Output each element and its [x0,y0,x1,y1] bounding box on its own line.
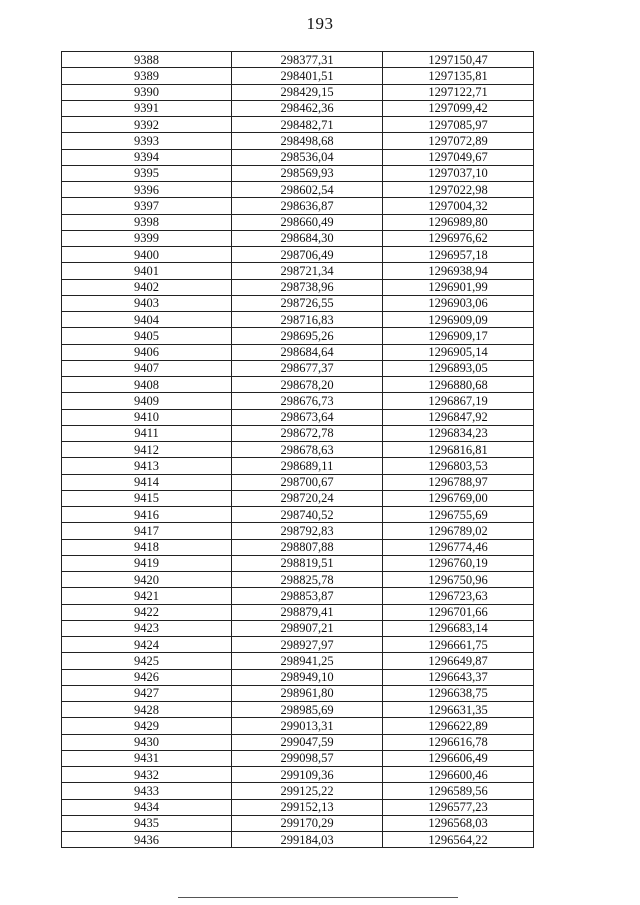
table-row [62,653,534,669]
x-coordinate-cell: 298807,88 [232,539,383,555]
x-coordinate-cell: 298569,93 [232,165,383,181]
point-number-cell: 9394 [62,149,232,165]
x-coordinate-cell: 299184,03 [232,832,383,848]
table-row [62,539,534,555]
point-number-cell: 9400 [62,247,232,263]
table-row [62,263,534,279]
y-coordinate-cell: 1296938,94 [383,263,534,279]
point-number-cell: 9420 [62,572,232,588]
x-coordinate-cell: 298536,04 [232,149,383,165]
point-number-cell: 9413 [62,458,232,474]
point-number-cell: 9405 [62,328,232,344]
point-number-cell: 9392 [62,117,232,133]
x-coordinate-cell: 298401,51 [232,68,383,84]
point-number-cell: 9401 [62,263,232,279]
table-row [62,458,534,474]
x-coordinate-cell: 299013,31 [232,718,383,734]
point-number-cell: 9415 [62,490,232,506]
table-row [62,734,534,750]
point-number-cell: 9408 [62,377,232,393]
point-number-cell: 9391 [62,100,232,116]
point-number-cell: 9410 [62,409,232,425]
x-coordinate-cell: 298706,49 [232,247,383,263]
y-coordinate-cell: 1296622,89 [383,718,534,734]
table-row [62,165,534,181]
table-row [62,702,534,718]
table-row [62,182,534,198]
point-number-cell: 9432 [62,767,232,783]
point-number-cell: 9416 [62,507,232,523]
point-number-cell: 9417 [62,523,232,539]
table-row [62,344,534,360]
x-coordinate-cell: 299098,57 [232,750,383,766]
x-coordinate-cell: 299125,22 [232,783,383,799]
y-coordinate-cell: 1296847,92 [383,409,534,425]
y-coordinate-cell: 1297122,71 [383,84,534,100]
y-coordinate-cell: 1296976,62 [383,230,534,246]
point-number-cell: 9409 [62,393,232,409]
point-number-cell: 9402 [62,279,232,295]
y-coordinate-cell: 1296901,99 [383,279,534,295]
point-number-cell: 9431 [62,750,232,766]
point-number-cell: 9421 [62,588,232,604]
x-coordinate-cell: 298676,73 [232,393,383,409]
y-coordinate-cell: 1297085,97 [383,117,534,133]
point-number-cell: 9424 [62,637,232,653]
y-coordinate-cell: 1296803,53 [383,458,534,474]
y-coordinate-cell: 1296564,22 [383,832,534,848]
x-coordinate-cell: 298672,78 [232,425,383,441]
point-number-cell: 9389 [62,68,232,84]
table-row [62,133,534,149]
y-coordinate-cell: 1296816,81 [383,442,534,458]
table-row [62,149,534,165]
y-coordinate-cell: 1296905,14 [383,344,534,360]
point-number-cell: 9398 [62,214,232,230]
y-coordinate-cell: 1296661,75 [383,637,534,653]
table-row [62,360,534,376]
y-coordinate-cell: 1296760,19 [383,555,534,571]
point-number-cell: 9426 [62,669,232,685]
x-coordinate-cell: 298720,24 [232,490,383,506]
point-number-cell: 9388 [62,52,232,68]
y-coordinate-cell: 1296616,78 [383,734,534,750]
x-coordinate-cell: 298660,49 [232,214,383,230]
point-number-cell: 9399 [62,230,232,246]
table-row [62,799,534,815]
y-coordinate-cell: 1296577,23 [383,799,534,815]
table-row [62,230,534,246]
x-coordinate-cell: 298792,83 [232,523,383,539]
x-coordinate-cell: 298819,51 [232,555,383,571]
x-coordinate-cell: 298853,87 [232,588,383,604]
table-row [62,474,534,490]
page-number: 193 [306,14,334,33]
point-number-cell: 9403 [62,295,232,311]
x-coordinate-cell: 298941,25 [232,653,383,669]
x-coordinate-cell: 298825,78 [232,572,383,588]
point-number-cell: 9390 [62,84,232,100]
y-coordinate-cell: 1296867,19 [383,393,534,409]
table-row [62,393,534,409]
x-coordinate-cell: 298684,64 [232,344,383,360]
point-number-cell: 9411 [62,425,232,441]
x-coordinate-cell: 298740,52 [232,507,383,523]
y-coordinate-cell: 1296723,63 [383,588,534,604]
x-coordinate-cell: 298961,80 [232,685,383,701]
y-coordinate-cell: 1296880,68 [383,377,534,393]
x-coordinate-cell: 298721,34 [232,263,383,279]
x-coordinate-cell: 298684,30 [232,230,383,246]
point-number-cell: 9429 [62,718,232,734]
table-row [62,637,534,653]
y-coordinate-cell: 1297150,47 [383,52,534,68]
point-number-cell: 9434 [62,799,232,815]
x-coordinate-cell: 298726,55 [232,295,383,311]
table-row [62,328,534,344]
point-number-cell: 9419 [62,555,232,571]
y-coordinate-cell: 1297099,42 [383,100,534,116]
y-coordinate-cell: 1296788,97 [383,474,534,490]
x-coordinate-cell: 298677,37 [232,360,383,376]
x-coordinate-cell: 298673,64 [232,409,383,425]
point-number-cell: 9423 [62,620,232,636]
y-coordinate-cell: 1296957,18 [383,247,534,263]
point-number-cell: 9422 [62,604,232,620]
point-number-cell: 9404 [62,312,232,328]
table-row [62,198,534,214]
y-coordinate-cell: 1297049,67 [383,149,534,165]
point-number-cell: 9427 [62,685,232,701]
table-row [62,425,534,441]
x-coordinate-cell: 298985,69 [232,702,383,718]
table-row [62,84,534,100]
point-number-cell: 9407 [62,360,232,376]
x-coordinate-cell: 298678,20 [232,377,383,393]
table-row [62,377,534,393]
x-coordinate-cell: 298700,67 [232,474,383,490]
y-coordinate-cell: 1297004,32 [383,198,534,214]
coordinates-table [61,51,534,848]
table-row [62,490,534,506]
table-row [62,832,534,848]
y-coordinate-cell: 1296989,80 [383,214,534,230]
point-number-cell: 9406 [62,344,232,360]
point-number-cell: 9433 [62,783,232,799]
x-coordinate-cell: 298678,63 [232,442,383,458]
table-row [62,555,534,571]
point-number-cell: 9397 [62,198,232,214]
table-row [62,247,534,263]
table-row [62,442,534,458]
x-coordinate-cell: 298949,10 [232,669,383,685]
x-coordinate-cell: 298602,54 [232,182,383,198]
x-coordinate-cell: 298377,31 [232,52,383,68]
y-coordinate-cell: 1297037,10 [383,165,534,181]
x-coordinate-cell: 299152,13 [232,799,383,815]
x-coordinate-cell: 298429,15 [232,84,383,100]
y-coordinate-cell: 1296606,49 [383,750,534,766]
point-number-cell: 9418 [62,539,232,555]
table-row [62,523,534,539]
y-coordinate-cell: 1296638,75 [383,685,534,701]
point-number-cell: 9428 [62,702,232,718]
point-number-cell: 9435 [62,815,232,831]
y-coordinate-cell: 1296755,69 [383,507,534,523]
table-row [62,295,534,311]
table-row [62,750,534,766]
point-number-cell: 9395 [62,165,232,181]
x-coordinate-cell: 298907,21 [232,620,383,636]
x-coordinate-cell: 298498,68 [232,133,383,149]
table-row [62,100,534,116]
x-coordinate-cell: 298695,26 [232,328,383,344]
table-row [62,685,534,701]
y-coordinate-cell: 1296643,37 [383,669,534,685]
y-coordinate-cell: 1296789,02 [383,523,534,539]
table-row [62,767,534,783]
point-number-cell: 9412 [62,442,232,458]
y-coordinate-cell: 1297022,98 [383,182,534,198]
y-coordinate-cell: 1296909,09 [383,312,534,328]
y-coordinate-cell: 1296600,46 [383,767,534,783]
point-number-cell: 9414 [62,474,232,490]
y-coordinate-cell: 1296750,96 [383,572,534,588]
table-row [62,669,534,685]
point-number-cell: 9393 [62,133,232,149]
x-coordinate-cell: 299109,36 [232,767,383,783]
x-coordinate-cell: 299047,59 [232,734,383,750]
table-row [62,572,534,588]
point-number-cell: 9396 [62,182,232,198]
table-row [62,718,534,734]
y-coordinate-cell: 1296893,05 [383,360,534,376]
table-row [62,52,534,68]
x-coordinate-cell: 298689,11 [232,458,383,474]
y-coordinate-cell: 1296589,56 [383,783,534,799]
point-number-cell: 9425 [62,653,232,669]
y-coordinate-cell: 1296774,46 [383,539,534,555]
table-row [62,507,534,523]
table-row [62,279,534,295]
y-coordinate-cell: 1296769,00 [383,490,534,506]
y-coordinate-cell: 1296568,03 [383,815,534,831]
y-coordinate-cell: 1297135,81 [383,68,534,84]
y-coordinate-cell: 1296683,14 [383,620,534,636]
table-row [62,783,534,799]
x-coordinate-cell: 298636,87 [232,198,383,214]
bottom-rule [178,897,458,898]
y-coordinate-cell: 1296649,87 [383,653,534,669]
y-coordinate-cell: 1297072,89 [383,133,534,149]
y-coordinate-cell: 1296701,66 [383,604,534,620]
x-coordinate-cell: 299170,29 [232,815,383,831]
table-row [62,214,534,230]
y-coordinate-cell: 1296631,35 [383,702,534,718]
point-number-cell: 9430 [62,734,232,750]
table-row [62,620,534,636]
y-coordinate-cell: 1296834,23 [383,425,534,441]
y-coordinate-cell: 1296909,17 [383,328,534,344]
table-row [62,409,534,425]
point-number-cell: 9436 [62,832,232,848]
x-coordinate-cell: 298462,36 [232,100,383,116]
y-coordinate-cell: 1296903,06 [383,295,534,311]
x-coordinate-cell: 298879,41 [232,604,383,620]
x-coordinate-cell: 298927,97 [232,637,383,653]
table-row [62,604,534,620]
table-row [62,588,534,604]
table-row [62,68,534,84]
coordinates-table-body [62,52,534,848]
x-coordinate-cell: 298716,83 [232,312,383,328]
table-row [62,312,534,328]
table-row [62,117,534,133]
table-row [62,815,534,831]
x-coordinate-cell: 298738,96 [232,279,383,295]
x-coordinate-cell: 298482,71 [232,117,383,133]
